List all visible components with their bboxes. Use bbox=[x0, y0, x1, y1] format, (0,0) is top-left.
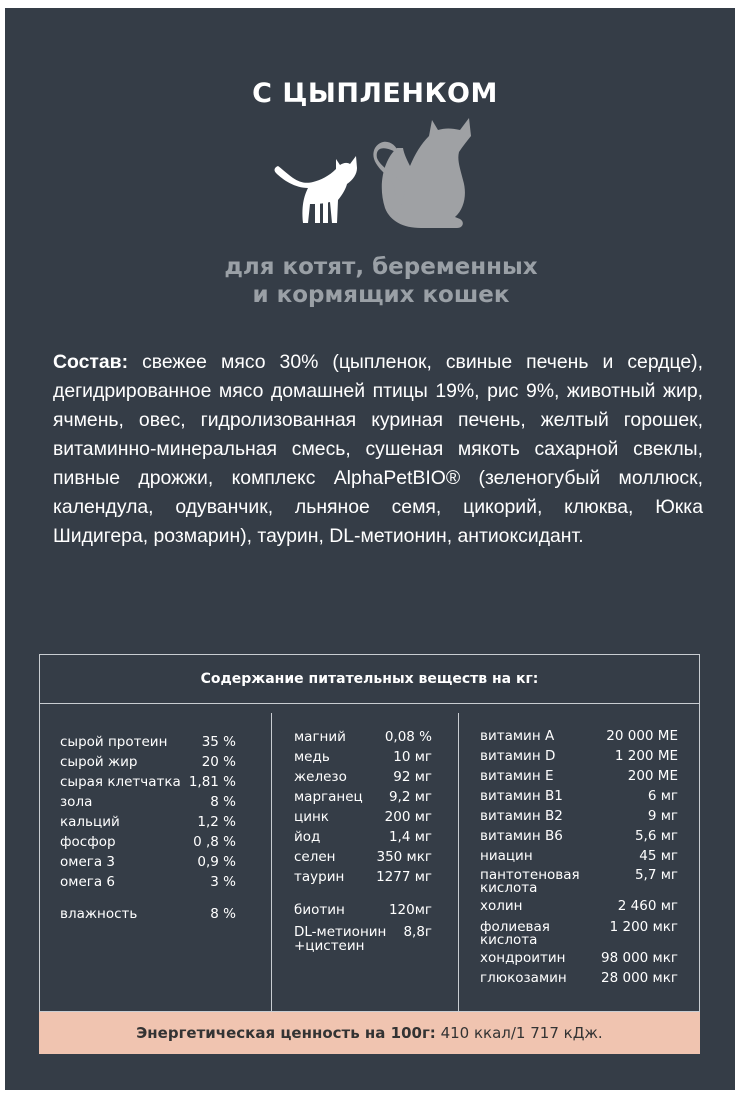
nutrient-name: селен bbox=[294, 849, 336, 865]
nutrient-value: 35 % bbox=[201, 734, 236, 750]
nutrient-name: йод bbox=[294, 829, 321, 845]
nutrient-name: хондроитин bbox=[480, 950, 566, 966]
nutrient-value: 20 % bbox=[201, 754, 236, 770]
nutrient-value: 5,7 мг bbox=[634, 867, 678, 883]
nutrient-value: 200 мг bbox=[384, 809, 432, 825]
nutrient-value: 45 мг bbox=[639, 848, 678, 864]
composition-label: Состав: bbox=[53, 351, 129, 373]
nutrient-value: 92 мг bbox=[393, 769, 432, 785]
column-divider bbox=[458, 713, 459, 1013]
nutrient-value: 0,08 % bbox=[384, 729, 432, 745]
composition-text: свежее мясо 30% (цыпленок, свиные печень и сердце), дегидрированное мясо домашней птицы 19%, рис 9%, животный жир, ячмень, овес, гидролизованная куриная печень, желтый горошек, витаминно-минеральная смесь, сушеная мякоть сахарной свеклы, пивные дрожжи, комплекс AlphaPetBIO® (зеленогубый моллюск, календула, одуванчик, льняное семя, цикорий, клюква, Юкка Шидигера, розмарин), таурин, DL-метионин, антиоксидант. bbox=[53, 351, 703, 547]
nutrient-value: 10 мг bbox=[393, 749, 432, 765]
nutrient-value: 9,2 мг bbox=[388, 789, 432, 805]
nutrient-name-line: фолиевая bbox=[480, 919, 550, 935]
nutrition-title: Содержание питательных веществ на кг: bbox=[40, 655, 699, 704]
nutrient-name: сырой протеин bbox=[60, 734, 168, 750]
nutrient-name: медь bbox=[294, 749, 330, 765]
nutrient-name-line: пантотеновая bbox=[480, 867, 580, 883]
nutrient-name: сырой жир bbox=[60, 754, 138, 770]
adult-cat-icon bbox=[373, 118, 471, 228]
nutrient-value: 200 МЕ bbox=[627, 768, 678, 784]
nutrient-name: биотин bbox=[294, 902, 345, 918]
column-divider bbox=[271, 713, 272, 1013]
nutrient-row bbox=[294, 923, 432, 953]
nutrient-name: витамин Е bbox=[480, 768, 554, 784]
nutrient-name: ниацин bbox=[480, 848, 533, 864]
nutrient-name-line: DL-метионин bbox=[294, 924, 387, 940]
nutrient-value: 1277 мг bbox=[376, 869, 432, 885]
nutrient-name: магний bbox=[294, 729, 346, 745]
nutrient-name: таурин bbox=[294, 869, 345, 885]
energy-value: 410 ккал/1 717 кДж. bbox=[440, 1024, 603, 1042]
nutrient-name: витамин В6 bbox=[480, 828, 563, 844]
nutrient-name-line: кислота bbox=[480, 932, 538, 948]
nutrient-value: 1 200 мкг bbox=[609, 919, 678, 935]
nutrient-name-line: кислота bbox=[480, 880, 538, 896]
nutrient-name: витамин А bbox=[480, 728, 555, 744]
nutrient-name: холин bbox=[480, 898, 523, 914]
energy-value-banner bbox=[39, 1012, 700, 1054]
nutrient-value: 9 мг bbox=[647, 808, 678, 824]
nutrient-value: 8 % bbox=[210, 794, 236, 810]
product-title: С ЦЫПЛЕНКОМ bbox=[252, 78, 498, 109]
nutrient-value: 20 000 МЕ bbox=[606, 728, 678, 744]
nutrient-value: 98 000 мкг bbox=[601, 950, 678, 966]
nutrition-table bbox=[39, 654, 700, 1012]
nutrient-value: 6 мг bbox=[647, 788, 678, 804]
cats-illustration bbox=[5, 8, 735, 248]
nutrient-value: 1,81 % bbox=[188, 774, 236, 790]
nutrient-row bbox=[480, 866, 678, 894]
nutrient-name: омега 6 bbox=[60, 874, 115, 890]
nutrient-value: 3 % bbox=[210, 874, 236, 890]
nutrient-value: 1,4 мг bbox=[388, 829, 432, 845]
nutrient-name: влажность bbox=[60, 906, 138, 922]
nutrient-value: 1 200 МЕ bbox=[614, 748, 678, 764]
nutrient-name-line: +цистеин bbox=[294, 938, 365, 954]
nutrient-name: глюкозамин bbox=[480, 970, 567, 986]
nutrient-name: железо bbox=[294, 769, 347, 785]
energy-label: Энергетическая ценность на 100г: bbox=[136, 1024, 436, 1042]
nutrient-value: 2 460 мг bbox=[617, 898, 678, 914]
subtitle-line: для котят, беременных bbox=[224, 254, 538, 280]
nutrient-name: кальций bbox=[60, 814, 120, 830]
nutrient-value: 8 % bbox=[210, 906, 236, 922]
nutrient-name: витамин В2 bbox=[480, 808, 563, 824]
nutrient-value: 1,2 % bbox=[197, 814, 236, 830]
nutrient-name: фосфор bbox=[60, 834, 116, 850]
nutrient-row bbox=[480, 918, 678, 946]
nutrient-name: зола bbox=[60, 794, 93, 810]
nutrient-name: витамин В1 bbox=[480, 788, 563, 804]
subtitle-line: и кормящих кошек bbox=[252, 282, 510, 308]
kitten-icon bbox=[275, 156, 357, 223]
nutrient-name: марганец bbox=[294, 789, 363, 805]
nutrient-name: цинк bbox=[294, 809, 329, 825]
product-panel bbox=[5, 8, 735, 1090]
nutrient-name: витамин D bbox=[480, 748, 556, 764]
nutrient-name: сырая клетчатка bbox=[60, 774, 181, 790]
nutrient-value: 28 000 мкг bbox=[601, 970, 678, 986]
nutrient-value: 350 мкг bbox=[376, 849, 432, 865]
nutrient-value: 8,8г bbox=[403, 924, 432, 940]
nutrient-value: 0,9 % bbox=[197, 854, 236, 870]
nutrient-value: 0 ,8 % bbox=[193, 834, 236, 850]
nutrient-value: 5,6 мг bbox=[634, 828, 678, 844]
nutrient-name: омега 3 bbox=[60, 854, 115, 870]
nutrient-name bbox=[294, 923, 386, 959]
target-audience bbox=[5, 253, 742, 309]
nutrient-value: 120мг bbox=[388, 902, 432, 918]
composition bbox=[53, 348, 703, 551]
